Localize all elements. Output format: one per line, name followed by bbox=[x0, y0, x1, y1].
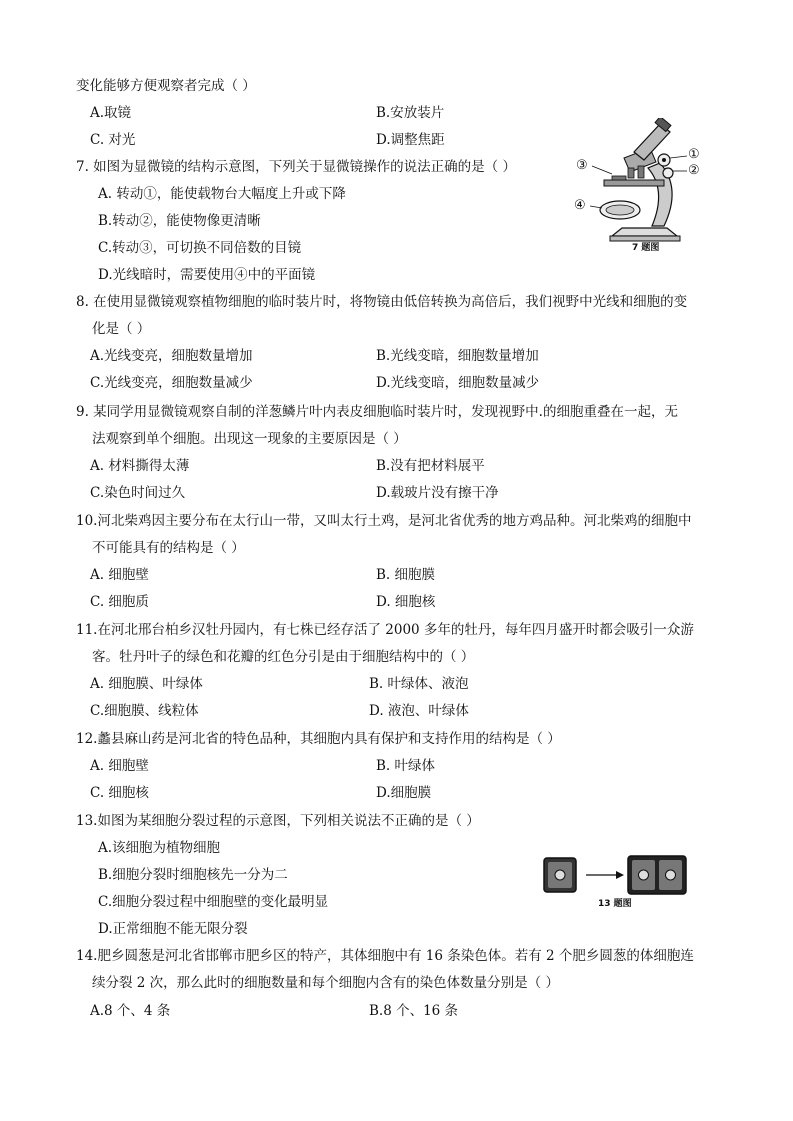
q14-option-b: B.8 个、16 条 bbox=[369, 1003, 459, 1019]
q8-option-b: B.光线变暗，细胞数量增加 bbox=[376, 348, 539, 364]
q8-stem: 8. 在使用显微镜观察植物细胞的临时装片时，将物镜由低倍转换为高倍后，我们视野中光线和细胞的变 bbox=[76, 294, 688, 310]
q7-figure-caption: 7 题图 bbox=[632, 243, 660, 253]
q11-option-b: B. 叶绿体、液泡 bbox=[369, 676, 469, 692]
q14-stem-cont: 续分裂 2 次，那么此时的细胞数量和每个细胞内含有的染色体数量分别是（ ） bbox=[92, 975, 559, 991]
q11-stem: 11.在河北邢台柏乡汉牡丹园内，有七株已经存活了 2000 多年的牡丹，每年四月盛开时都会吸引一众游 bbox=[76, 622, 694, 638]
q10-stem-cont: 不可能具有的结构是（ ） bbox=[92, 540, 245, 556]
q13-option-d: D.正常细胞不能无限分裂 bbox=[98, 921, 248, 937]
q9-option-a: A. 材料撕得太薄 bbox=[90, 458, 190, 474]
q12-option-d: D.细胞膜 bbox=[376, 785, 432, 801]
cell-division-diagram bbox=[540, 852, 690, 898]
q9-option-d: D.载玻片没有擦干净 bbox=[376, 485, 499, 501]
q11-option-d: D. 液泡、叶绿体 bbox=[369, 703, 469, 719]
label-4: ④ bbox=[574, 198, 586, 213]
q7-option-b: B.转动②，能使物像更清晰 bbox=[98, 213, 261, 229]
q8-option-a: A.光线变亮，细胞数量增加 bbox=[90, 348, 253, 364]
q13-figure-caption: 13 题图 bbox=[598, 899, 632, 909]
q11-option-a: A. 细胞膜、叶绿体 bbox=[90, 676, 203, 692]
q10-option-a: A. 细胞壁 bbox=[90, 567, 149, 583]
label-1: ① bbox=[688, 147, 700, 162]
q13-option-c: C.细胞分裂过程中细胞壁的变化最明显 bbox=[98, 894, 329, 910]
q9-option-b: B.没有把材料展平 bbox=[376, 458, 485, 474]
q6-option-b: B.安放装片 bbox=[376, 105, 445, 121]
q7-stem: 7. 如图为显微镜的结构示意图，下列关于显微镜操作的说法正确的是（ ） bbox=[76, 159, 516, 175]
q13-figure bbox=[540, 852, 690, 910]
q7-option-a: A. 转动①，能使载物台大幅度上升或下降 bbox=[98, 186, 346, 202]
q10-stem: 10.河北柴鸡因主要分布在太行山一带，又叫太行土鸡，是河北省优秀的地方鸡品种。河北柴鸡的细胞中 bbox=[76, 513, 692, 529]
q9-option-c: C.染色时间过久 bbox=[90, 485, 186, 501]
q7-option-d: D.光线暗时，需要使用④中的平面镜 bbox=[98, 267, 316, 283]
label-3: ③ bbox=[576, 158, 588, 173]
q6-option-c: C. 对光 bbox=[90, 132, 136, 148]
q13-stem: 13.如图为某细胞分裂过程的示意图，下列相关说法不正确的是（ ） bbox=[76, 813, 480, 829]
q9-stem-cont: 法观察到单个细胞。出现这一现象的主要原因是（ ） bbox=[92, 431, 407, 447]
microscope-diagram bbox=[572, 118, 712, 253]
q7-option-c: C.转动③，可切换不同倍数的目镜 bbox=[98, 240, 302, 256]
q12-option-b: B. 叶绿体 bbox=[376, 758, 436, 774]
q13-option-b: B.细胞分裂时细胞核先一分为二 bbox=[98, 867, 288, 883]
q10-option-d: D. 细胞核 bbox=[376, 594, 436, 610]
q10-option-b: B. 细胞膜 bbox=[376, 567, 436, 583]
q11-stem-cont: 客。牡丹叶子的绿色和花瓣的红色分引是由于细胞结构中的（ ） bbox=[92, 649, 475, 665]
q14-option-a: A.8 个、4 条 bbox=[90, 1003, 171, 1019]
q7-figure bbox=[572, 118, 712, 253]
label-2: ② bbox=[688, 163, 700, 178]
q10-option-c: C. 细胞质 bbox=[90, 594, 149, 610]
q12-stem: 12.蠡县麻山药是河北省的特色品种，其细胞内具有保护和支持作用的结构是（ ） bbox=[76, 731, 561, 747]
q8-option-c: C.光线变亮，细胞数量减少 bbox=[90, 375, 253, 391]
q8-stem-cont: 化是（ ） bbox=[92, 321, 151, 337]
q13-option-a: A.该细胞为植物细胞 bbox=[98, 840, 221, 856]
q14-stem: 14.肥乡圆葱是河北省邯郸市肥乡区的特产，其体细胞中有 16 条染色体。若有 2 个肥乡圆葱的体细胞连 bbox=[76, 948, 694, 964]
q6-option-a: A.取镜 bbox=[90, 105, 132, 121]
q6-stem-tail: 变化能够方便观察者完成（ ） bbox=[76, 78, 256, 94]
q9-stem: 9. 某同学用显微镜观察自制的洋葱鳞片叶内表皮细胞临时装片时，发现视野中.的细胞重叠在一起，无 bbox=[76, 404, 678, 420]
q12-option-c: C. 细胞核 bbox=[90, 785, 149, 801]
q6-option-d: D.调整焦距 bbox=[376, 132, 445, 148]
q11-option-c: C.细胞膜、线粒体 bbox=[90, 703, 199, 719]
q8-option-d: D.光线变暗，细胞数量减少 bbox=[376, 375, 540, 391]
q12-option-a: A. 细胞壁 bbox=[90, 758, 149, 774]
